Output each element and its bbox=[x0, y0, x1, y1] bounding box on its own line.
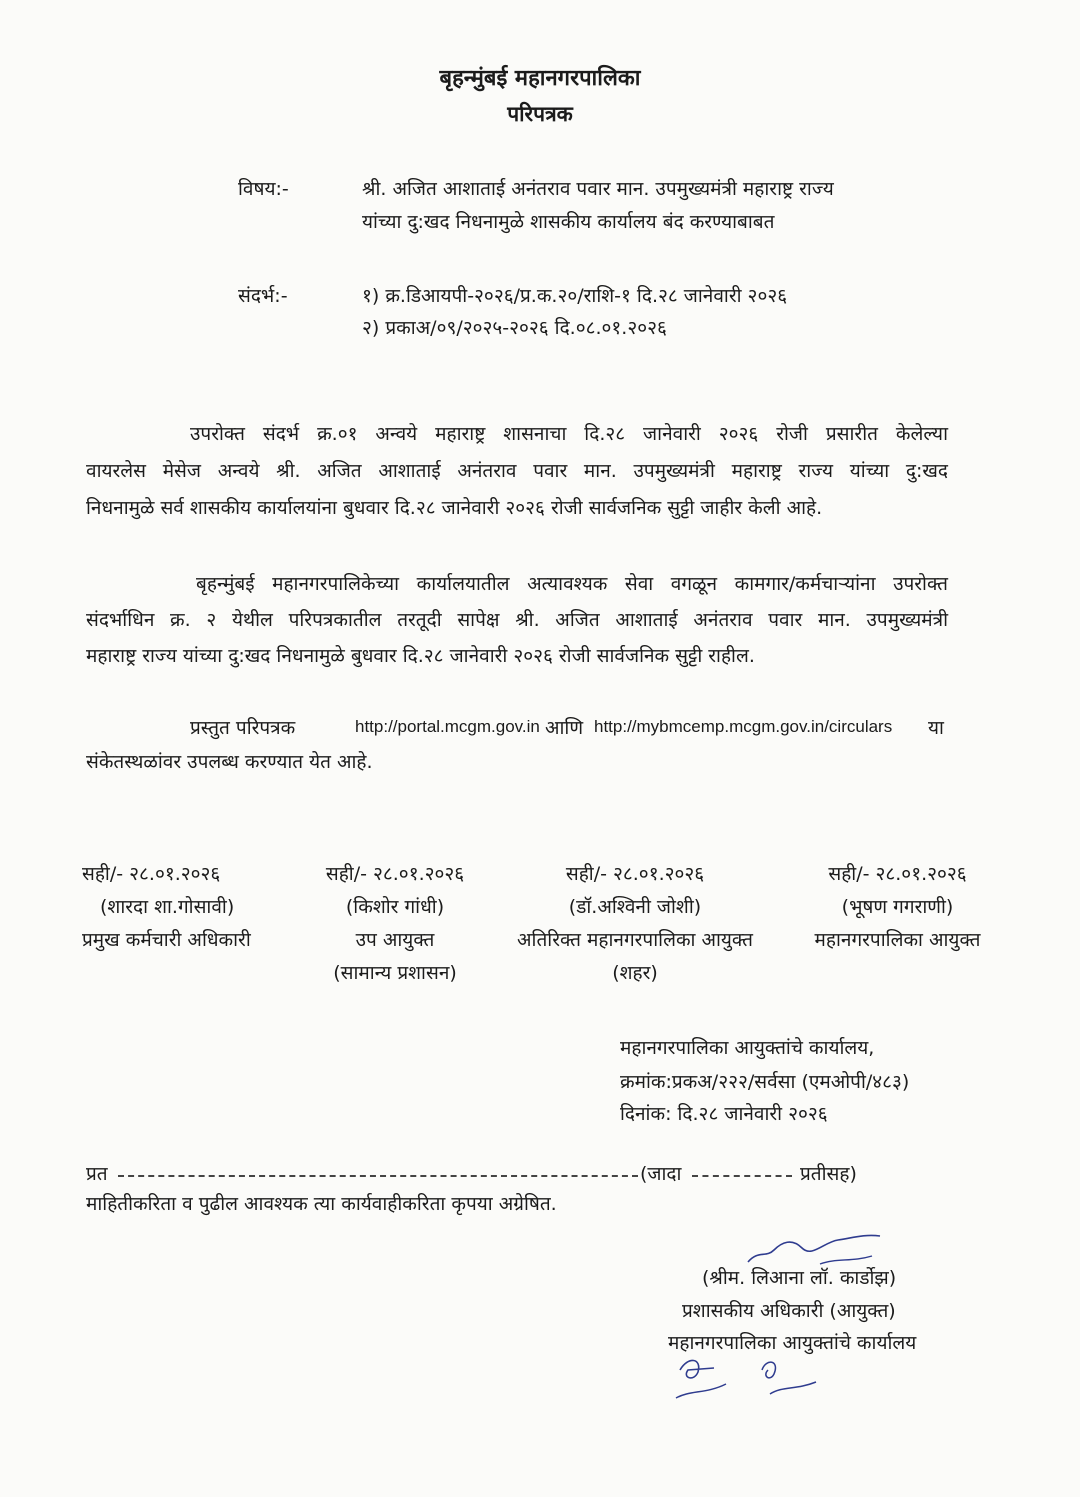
reference-item-1: १) क्र.डिआयपी-२०२६/प्र.क.२०/राशि-१ दि.२८ जानेवारी २०२६ bbox=[362, 285, 788, 307]
signatory-3-designation: अतिरिक्त महानगरपालिका आयुक्त bbox=[517, 929, 753, 951]
signatory-1-name: (शारदा शा.गोसावी) bbox=[100, 896, 235, 918]
signatory-3-department: (शहर) bbox=[612, 962, 658, 984]
copy-label: प्रत bbox=[86, 1163, 108, 1185]
signatory-2-signed: सही/- २८.०१.२०२६ bbox=[325, 863, 465, 885]
subject-line-2: यांच्या दु:खद निधनामुळे शासकीय कार्यालय बंद करण्याबाबत bbox=[362, 211, 775, 233]
copy-with-label: प्रतीसह) bbox=[800, 1163, 857, 1185]
para2-line-2: संदर्भाधिन क्र. २ येथील परिपत्रकातील तरतूदी सापेक्ष श्री. अजित आशाताई अनंतराव पवार मान. उपमुख्यमंत्री bbox=[86, 609, 948, 631]
office-number: क्रमांक:प्रकअ/२२२/सर्वसा (एमओपी/४८३) bbox=[620, 1071, 910, 1093]
handwritten-initials bbox=[670, 1350, 840, 1410]
para1-line-1: उपरोक्त संदर्भ क्र.०१ अन्वये महाराष्ट्र शासनाचा दि.२८ जानेवारी २०२६ रोजी प्रसारीत केलेल्या bbox=[190, 423, 948, 445]
signatory-4-signed: सही/- २८.०१.२०२६ bbox=[828, 863, 967, 885]
signatory-2-name: (किशोर गांधी) bbox=[345, 896, 445, 918]
copy-note: माहितीकरिता व पुढील आवश्यक त्या कार्यवाहीकरिता कृपया अग्रेषित. bbox=[86, 1193, 557, 1215]
para3-suffix: या bbox=[928, 717, 944, 739]
signatory-1 bbox=[82, 858, 282, 957]
final-signatory-office: महानगरपालिका आयुक्तांचे कार्यालय bbox=[668, 1332, 917, 1354]
signatory-4-name: (भूषण गगराणी) bbox=[841, 896, 954, 918]
circulars-url-link[interactable]: http://mybmcemp.mcgm.gov.in/circulars bbox=[594, 717, 893, 736]
signatory-3 bbox=[495, 858, 775, 990]
signatory-3-name: (डॉ.अश्विनी जोशी) bbox=[568, 896, 702, 918]
para2-line-1: बृहन्मुंबई महानगरपालिकेच्या कार्यालयातील अत्यावश्यक सेवा वगळून कामगार/कर्मचाऱ्यांना उपरोक्त bbox=[196, 573, 948, 595]
signatory-2-department: (सामान्य प्रशासन) bbox=[333, 962, 457, 984]
final-signatory-designation: प्रशासकीय अधिकारी (आयुक्त) bbox=[682, 1300, 896, 1322]
para3-prefix: प्रस्तुत परिपत्रक bbox=[190, 717, 296, 739]
signatory-2-designation: उप आयुक्त bbox=[355, 929, 435, 951]
signatory-4-designation: महानगरपालिका आयुक्त bbox=[814, 929, 981, 951]
portal-url-link[interactable]: http://portal.mcgm.gov.in bbox=[355, 717, 540, 736]
para1-line-3: निधनामुळे सर्व शासकीय कार्यालयांना बुधवार दि.२८ जानेवारी २०२६ रोजी सार्वजनिक सुट्टी जाहीर केली आहे. bbox=[86, 497, 823, 519]
subject-label: विषय:- bbox=[238, 178, 289, 200]
para1-line-2: वायरलेस मेसेज अन्वये श्री. अजित आशाताई अनंतराव पवार मान. उपमुख्यमंत्री महाराष्ट्र राज्य यांच्या दु:खद bbox=[86, 460, 948, 482]
subject-line-1: श्री. अजित आशाताई अनंतराव पवार मान. उपमुख्यमंत्री महाराष्ट्र राज्य bbox=[362, 178, 834, 200]
para3-conjunction: आणि bbox=[545, 717, 584, 739]
copy-dash-line bbox=[118, 1175, 638, 1177]
org-name-heading: बृहन्मुंबई महानगरपालिका bbox=[439, 66, 641, 91]
para3-line-2: संकेतस्थळांवर उपलब्ध करण्यात येत आहे. bbox=[86, 751, 373, 773]
signatory-1-signed: सही/- २८.०१.२०२६ bbox=[82, 863, 221, 885]
signatory-3-signed: सही/- २८.०१.२०२६ bbox=[565, 863, 705, 885]
office-name: महानगरपालिका आयुक्तांचे कार्यालय, bbox=[620, 1037, 875, 1059]
copy-extra-label: (जादा bbox=[640, 1163, 682, 1185]
office-date: दिनांक: दि.२८ जानेवारी २०२६ bbox=[620, 1103, 828, 1125]
signatory-4 bbox=[800, 858, 995, 957]
para2-line-3: महाराष्ट्र राज्य यांच्या दु:खद निधनामुळे बुधवार दि.२८ जानेवारी २०२६ रोजी सार्वजनिक सुट्टी राहील. bbox=[86, 645, 755, 667]
reference-label: संदर्भ:- bbox=[238, 285, 288, 307]
final-signatory-name: (श्रीम. लिआना लॉ. कार्डोझ) bbox=[702, 1267, 897, 1289]
doc-type-heading: परिपत्रक bbox=[507, 102, 573, 126]
signatory-2 bbox=[300, 858, 490, 990]
reference-item-2: २) प्रकाअ/०९/२०२५-२०२६ दि.०८.०१.२०२६ bbox=[362, 317, 667, 339]
copy-extra-dash-line bbox=[692, 1175, 792, 1177]
signatory-1-designation: प्रमुख कर्मचारी अधिकारी bbox=[82, 929, 251, 951]
